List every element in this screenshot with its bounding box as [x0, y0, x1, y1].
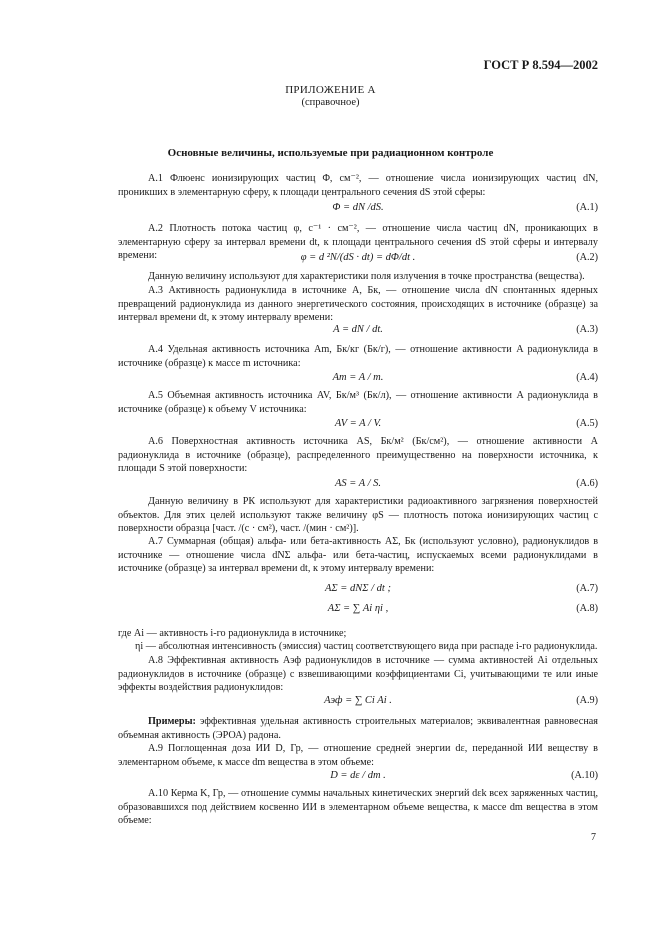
formula-number: (A.6) [576, 478, 598, 489]
formula-a3 [118, 324, 598, 338]
paragraph-examples [118, 715, 598, 742]
formula-expr: AΣ = dNΣ / dt ; [325, 583, 391, 594]
formula-number: (A.4) [576, 372, 598, 383]
section-title: Основные величины, используемые при радиационном контроле [167, 147, 494, 159]
formula-a2 [118, 252, 598, 266]
paragraph-a2-note: Данную величину используют для характеристики поля излучения в точке пространства (вещества). [148, 271, 585, 282]
formula-a7 [118, 583, 598, 597]
where-line-1: где Ai — активность i-го радионуклида в источнике; [118, 628, 347, 639]
page-number: 7 [591, 832, 596, 843]
formula-a9 [118, 695, 598, 709]
formula-a10 [118, 770, 598, 784]
formula-expr: D = dε / dm . [330, 770, 386, 781]
formula-number: (A.8) [576, 603, 598, 614]
formula-number: (A.1) [576, 202, 598, 213]
formula-number: (A.5) [576, 418, 598, 429]
formula-expr: AS = A / S. [334, 478, 382, 489]
paragraph-a7: A.7 Суммарная (общая) альфа- или бета-активность AΣ, Бк (используют условно), радионуклидов в источнике — отношение числа dNΣ альфа- или бета-частиц, испускаемых всеми радионуклидами в источнике (образце) за интервал времени dt, к этому интервалу времени: [118, 536, 598, 574]
formula-expr: A = dN / dt. [333, 324, 383, 335]
formula-a4 [118, 372, 598, 386]
formula-expr: Am = A / m. [332, 372, 384, 383]
formula-a6 [118, 478, 598, 492]
examples-text: эффективная удельная активность строительных материалов; эквивалентная равновесная объемная активность (ЭРОА) радона. [118, 716, 598, 741]
formula-a8 [118, 603, 598, 617]
paragraph-a2: A.2 Плотность потока частиц φ, с⁻¹ · см⁻², — отношение числа частиц dN, проникающих в элементарную сферу за интервал времени dt, к площади центрального сечения dS этой сферы и интервалу времени: [118, 223, 598, 261]
formula-number: (A.10) [571, 770, 598, 781]
formula-expr: Φ = dN /dS. [332, 202, 384, 213]
formula-expr: Aэф = ∑ Ci Ai . [324, 695, 392, 706]
formula-number: (A.2) [576, 252, 598, 263]
examples-label: Примеры: [148, 716, 196, 727]
paragraph-a3: A.3 Активность радионуклида в источнике A, Бк, — отношение числа dN спонтанных ядерных превращений радионуклида из данного энергетического состояния, происходящих в источнике (образце) за интервал времени dt, к этому интервалу времени: [118, 285, 598, 323]
paragraph-a9: A.9 Поглощенная доза ИИ D, Гр, — отношение средней энергии dε, переданной ИИ веществу в элементарном объеме, к массе dm вещества в этом объеме: [118, 743, 598, 768]
standard-number: ГОСТ Р 8.594—2002 [483, 58, 598, 72]
paragraph-a10: A.10 Керма K, Гр, — отношение суммы начальных кинетических энергий dεk всех заряженных частиц, образовавшихся под действием косвенно ИИ в элементарном объеме вещества, к массе dm вещества в этом объеме: [118, 788, 598, 826]
formula-a1 [118, 202, 598, 216]
formula-expr: φ = d ²N/(dS · dt) = dΦ/dt . [300, 252, 416, 263]
where-line-2: ηi — абсолютная интенсивность (эмиссия) частиц соответствующего вида при распаде i-го радионуклида. [135, 641, 598, 652]
paragraph-a1: A.1 Флюенс ионизирующих частиц Φ, см⁻², — отношение числа ионизирующих частиц dN, проникших в элементарную сферу, к площади центрального сечения dS этой сферы: [118, 173, 598, 198]
paragraph-a8: A.8 Эффективная активность Aэф радионуклидов в источнике — сумма активностей Ai отдельных радионуклидов в источнике (образце) с взвешивающими коэффициентами Ci, учитывающими те или иные эффекты воздействия радионуклидов: [118, 655, 598, 693]
paragraph-a5: A.5 Объемная активность источника AV, Бк/м³ (Бк/л), — отношение активности A радионуклида в источнике (образце) к объему V источника: [118, 390, 598, 415]
formula-number: (A.3) [576, 324, 598, 335]
paragraph-a6-note: Данную величину в РК используют для характеристики радиоактивного загрязнения поверхностей объектов. Для этих целей используют также величину φS — плотность потока ионизирующих частиц с поверхности образца [част. /(с · см²), част. /(мин · см²)]. [118, 496, 598, 534]
formula-number: (A.9) [576, 695, 598, 706]
paragraph-a4: A.4 Удельная активность источника Am, Бк/кг (Бк/г), — отношение активности A радионуклида в источнике (образце) к массе m источника: [118, 344, 598, 369]
annex-title: ПРИЛОЖЕНИЕ А [285, 84, 376, 96]
paragraph-a6: A.6 Поверхностная активность источника AS, Бк/м² (Бк/см²), — отношение активности A радионуклида в источнике (образце), распределенного преимущественно на поверхности источника, к площади S этой поверхности: [118, 436, 598, 474]
annex-subtitle: (справочное) [301, 97, 360, 108]
formula-a5 [118, 418, 598, 432]
formula-expr: AV = A / V. [334, 418, 382, 429]
formula-number: (A.7) [576, 583, 598, 594]
formula-expr: AΣ = ∑ Ai ηi , [327, 603, 389, 614]
